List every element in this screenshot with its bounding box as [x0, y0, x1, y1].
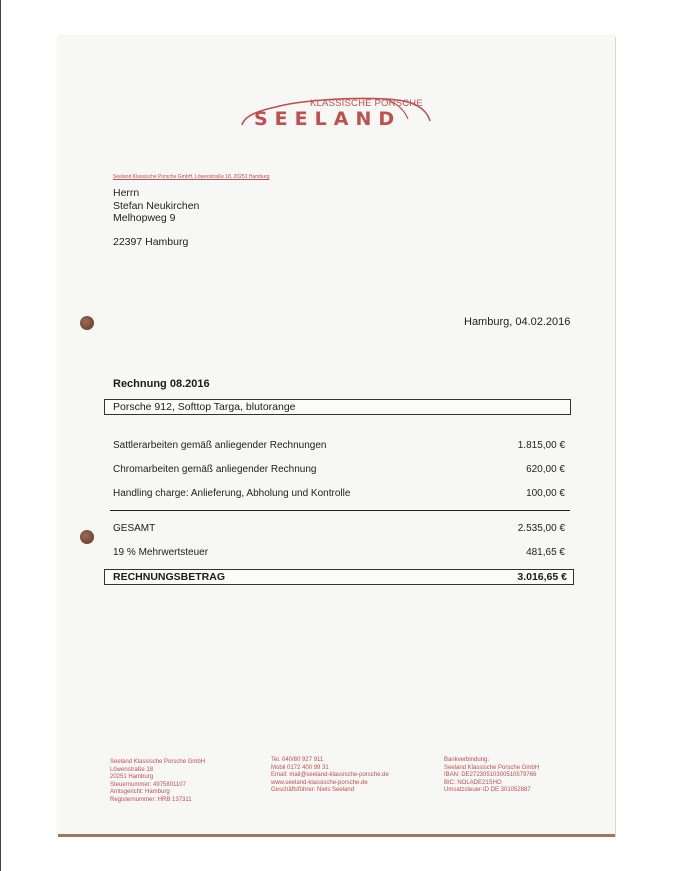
footer-line: IBAN: DE27230510300510579766: [444, 772, 537, 778]
footer-line: BIC: NOLADE21SHO: [444, 779, 502, 786]
footer-contact-column: [271, 757, 389, 795]
footer-line: Umsatzsteuer-ID DE 301052887: [444, 787, 531, 793]
recipient-salutation: Herrn: [113, 187, 140, 199]
footer-line: Tel. 040/80 927 911: [271, 757, 324, 763]
line-item-description: Chromarbeiten gemäß anliegender Rechnung: [113, 464, 317, 475]
vat-amount: 481,65 €: [526, 547, 565, 558]
invoice-title: Rechnung 08.2016: [113, 378, 210, 390]
footer-line: 20251 Hamburg: [110, 774, 154, 780]
invoice-page: [58, 36, 615, 836]
logo-subtitle: KLASSISCHE PORSCHE: [310, 98, 423, 109]
footer-line: Seeland Klassische Porsche GmbH: [110, 759, 206, 765]
footer-line: Geschäftsführer: Niels Seeland: [271, 787, 355, 793]
grand-total-box: [104, 569, 574, 585]
footer-company-column: [110, 759, 205, 804]
footer-line: Steuernummer: 4975801107: [110, 781, 186, 788]
invoice-date: Hamburg, 04.02.2016: [464, 316, 571, 328]
grand-total-label: RECHNUNGSBETRAG: [113, 571, 226, 583]
sender-address-line: Seeland Klassische Porsche GmbH, Löwenstraße 18, 20251 Hamburg: [113, 174, 270, 180]
recipient-city: 22397 Hamburg: [113, 236, 189, 248]
divider: [110, 510, 570, 511]
line-item-amount: 1.815,00 €: [517, 440, 565, 451]
total-label: GESAMT: [113, 523, 156, 534]
footer-line: Löwenstraße 18: [110, 766, 154, 773]
recipient-street: Melhopweg 9: [113, 212, 176, 224]
invoice-subject: Porsche 912, Softtop Targa, blutorange: [113, 401, 296, 413]
page-bottom-edge: [58, 834, 615, 837]
grand-total-amount: 3.016,65 €: [517, 571, 567, 583]
line-item-amount: 100,00 €: [526, 488, 565, 499]
line-item-description: Handling charge: Anlieferung, Abholung und Kontrolle: [113, 488, 351, 499]
footer-line: Bankverbindung:: [444, 757, 490, 763]
footer-bank-column: [444, 757, 539, 795]
footer-line: Email: mail@seeland-klassische-porsche.de: [271, 772, 389, 778]
line-item-amount: 620,00 €: [526, 464, 565, 475]
recipient-name: Stefan Neukirchen: [113, 200, 200, 212]
footer-line: Amtsgericht: Hamburg: [110, 789, 170, 795]
line-item-description: Sattlerarbeiten gemäß anliegender Rechnungen: [113, 440, 327, 451]
total-amount: 2.535,00 €: [517, 523, 565, 534]
subject-box: [104, 399, 571, 415]
window-left-border: [0, 0, 1, 871]
punch-hole: [80, 316, 94, 330]
footer-line: www.seeland-klassische-porsche.de: [271, 779, 368, 786]
punch-hole: [80, 530, 94, 544]
footer-line: Mobil 0172 400 99 31: [271, 764, 329, 771]
vat-label: 19 % Mehrwertsteuer: [113, 547, 209, 558]
footer-line: Registernummer: HRB 137311: [110, 796, 192, 803]
logo-name: SEELAND: [254, 108, 402, 130]
footer-line: Seeland Klassische Porsche GmbH: [444, 764, 540, 771]
